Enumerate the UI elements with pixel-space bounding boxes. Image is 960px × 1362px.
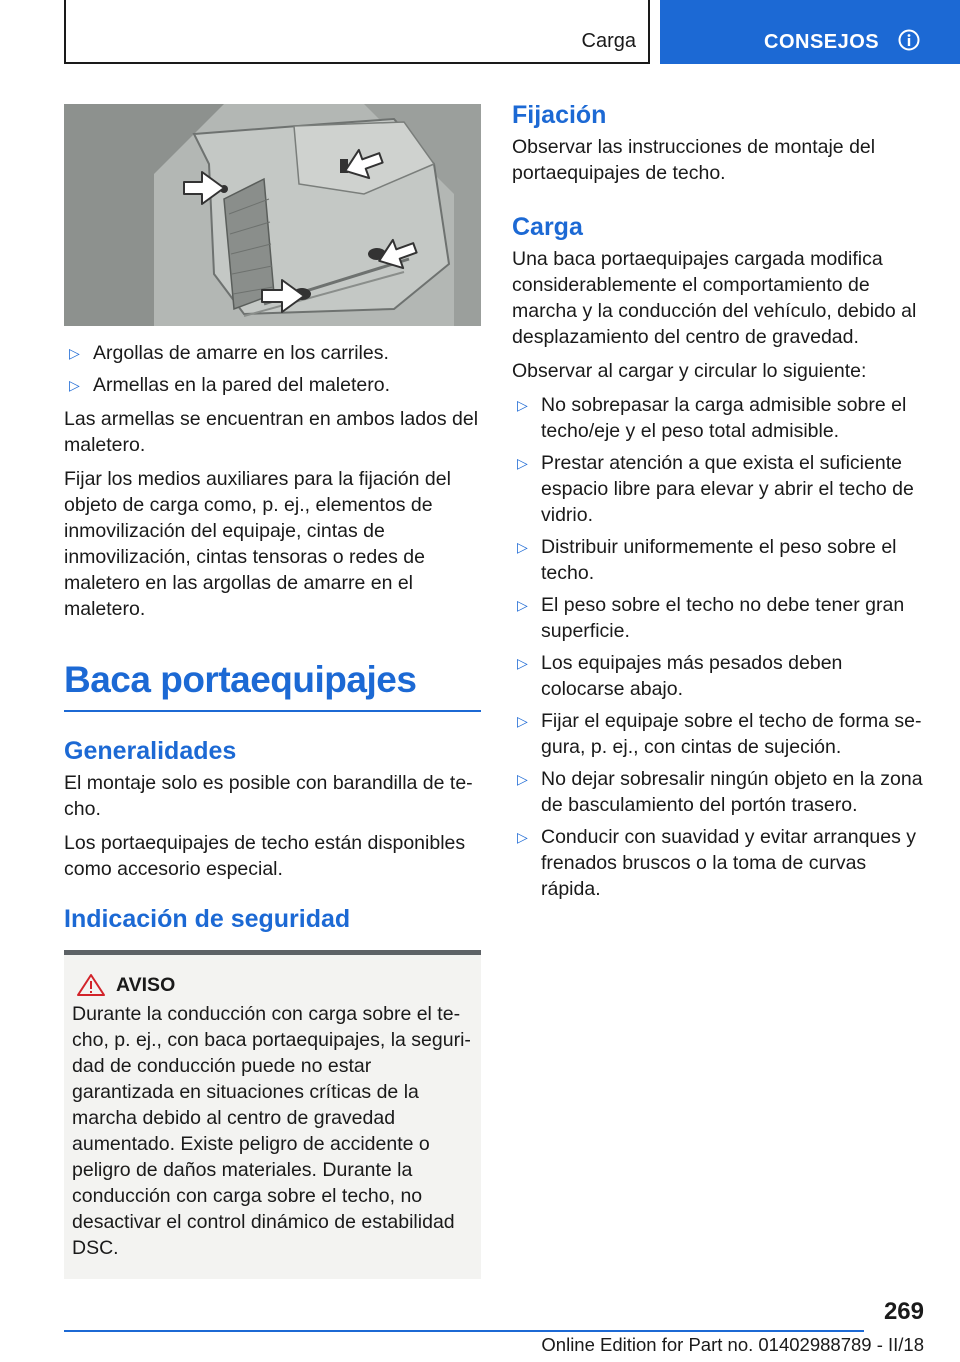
paragraph: Observar las instrucciones de montaje del portaequipajes de techo. [512, 136, 876, 184]
triangle-bullet-icon: ▷ [69, 345, 80, 361]
footer-divider [64, 1330, 864, 1332]
triangle-bullet-icon: ▷ [69, 377, 80, 393]
list-item-text: Prestar atención a que exista el suficiente espacio libre para elevar y abrir el techo de vidrio. [541, 452, 914, 526]
triangle-bullet-icon: ▷ [517, 829, 528, 845]
paragraph: El montaje solo es posible con barandilla de techo. [64, 772, 473, 820]
list-item-text: Armellas en la pared del maletero. [93, 374, 390, 396]
paragraph: Las armellas se encuentran en ambos lados del maletero. [64, 408, 479, 456]
header-section-box [64, 0, 650, 64]
triangle-bullet-icon: ▷ [517, 455, 528, 471]
paragraph: Observar al cargar y circular lo siguiente: [512, 360, 867, 382]
list-item [512, 592, 924, 644]
paragraph: Fijar los medios auxiliares para la fijación del objeto de carga como, p. ej., elementos de inmovilización del equipaje, cintas de inmovilización, cintas tensoras o redes de maletero en las argollas de amarre en el maletero. [64, 468, 451, 620]
list-item [512, 824, 924, 902]
list-item-text: Argollas de amarre en los carriles. [93, 342, 389, 364]
list-item-text: No dejar sobresalir ningún objeto en la zona de basculamiento del portón trasero. [541, 768, 923, 816]
triangle-bullet-icon: ▷ [517, 655, 528, 671]
section-title-carga: Carga [512, 213, 583, 241]
warning-label: AVISO [116, 973, 176, 996]
warning-text: Durante la conducción con carga sobre el techo, p. ej., con baca portaequipajes, la seguridad de conducción puede no estar garantizada en situaciones críticas de la marcha debido al centro de gravedad aumentado. Existe peligro de accidente o peligro de daños materiales. Durante la conducción con carga sobre el techo, no desactivar el control dinámico de estabilidad DSC. [72, 1003, 471, 1259]
paragraph: Una baca portaequipajes cargada modifica considerablemente el comportamiento de marcha y la conducción del vehículo, debido al desplazamiento del centro de gravedad. [512, 248, 917, 348]
left-column [64, 104, 481, 1279]
list-item [64, 340, 481, 366]
list-item-text: Los equipajes más pesados deben colocarse abajo. [541, 652, 843, 700]
section-title-generalidades: Generalidades [64, 737, 237, 765]
triangle-bullet-icon: ▷ [517, 771, 528, 787]
footer-edition: Online Edition for Part no. 01402988789 - II/18 [541, 1334, 924, 1355]
info-icon[interactable] [898, 29, 920, 51]
header-tab-consejos[interactable] [660, 0, 960, 64]
section-title-fijacion: Fijación [512, 101, 607, 129]
triangle-bullet-icon: ▷ [517, 539, 528, 555]
paragraph: Los portaequipajes de techo están disponibles como accesorio especial. [64, 832, 466, 880]
header-section-title: Carga [581, 30, 636, 52]
list-item [512, 450, 924, 528]
list-item-text: Conducir con suavidad y evitar arranques y frenados bruscos o la toma de curvas rápida. [541, 826, 917, 900]
list-item-text: Fijar el equipaje sobre el techo de forma segura, p. ej., con cintas de sujeción. [541, 710, 922, 758]
list-item [512, 650, 924, 702]
page-number: 269 [883, 1298, 924, 1325]
header-tab-label: CONSEJOS [764, 31, 880, 53]
list-item-text: No sobrepasar la carga admisible sobre el techo/eje y el peso total admisible. [541, 394, 907, 442]
warning-box [64, 950, 481, 1279]
trunk-illustration [64, 104, 481, 326]
chapter-title: Baca portaequipajes [64, 660, 481, 712]
warning-header [76, 973, 473, 997]
section-title-seguridad: Indicación de seguridad [64, 905, 351, 933]
triangle-bullet-icon: ▷ [517, 597, 528, 613]
triangle-bullet-icon: ▷ [517, 397, 528, 413]
list-item [512, 708, 924, 760]
list-item-text: El peso sobre el techo no debe tener gran superficie. [541, 594, 905, 642]
list-item [512, 392, 924, 444]
carga-bullet-list [512, 392, 924, 902]
triangle-bullet-icon: ▷ [517, 713, 528, 729]
right-column [512, 100, 924, 910]
list-item [512, 766, 924, 818]
list-item [512, 534, 924, 586]
list-item [64, 372, 481, 398]
warning-triangle-icon [76, 973, 106, 997]
list-item-text: Distribuir uniformemente el peso sobre el techo. [541, 536, 897, 584]
eyelet-bullet-list [64, 340, 481, 398]
